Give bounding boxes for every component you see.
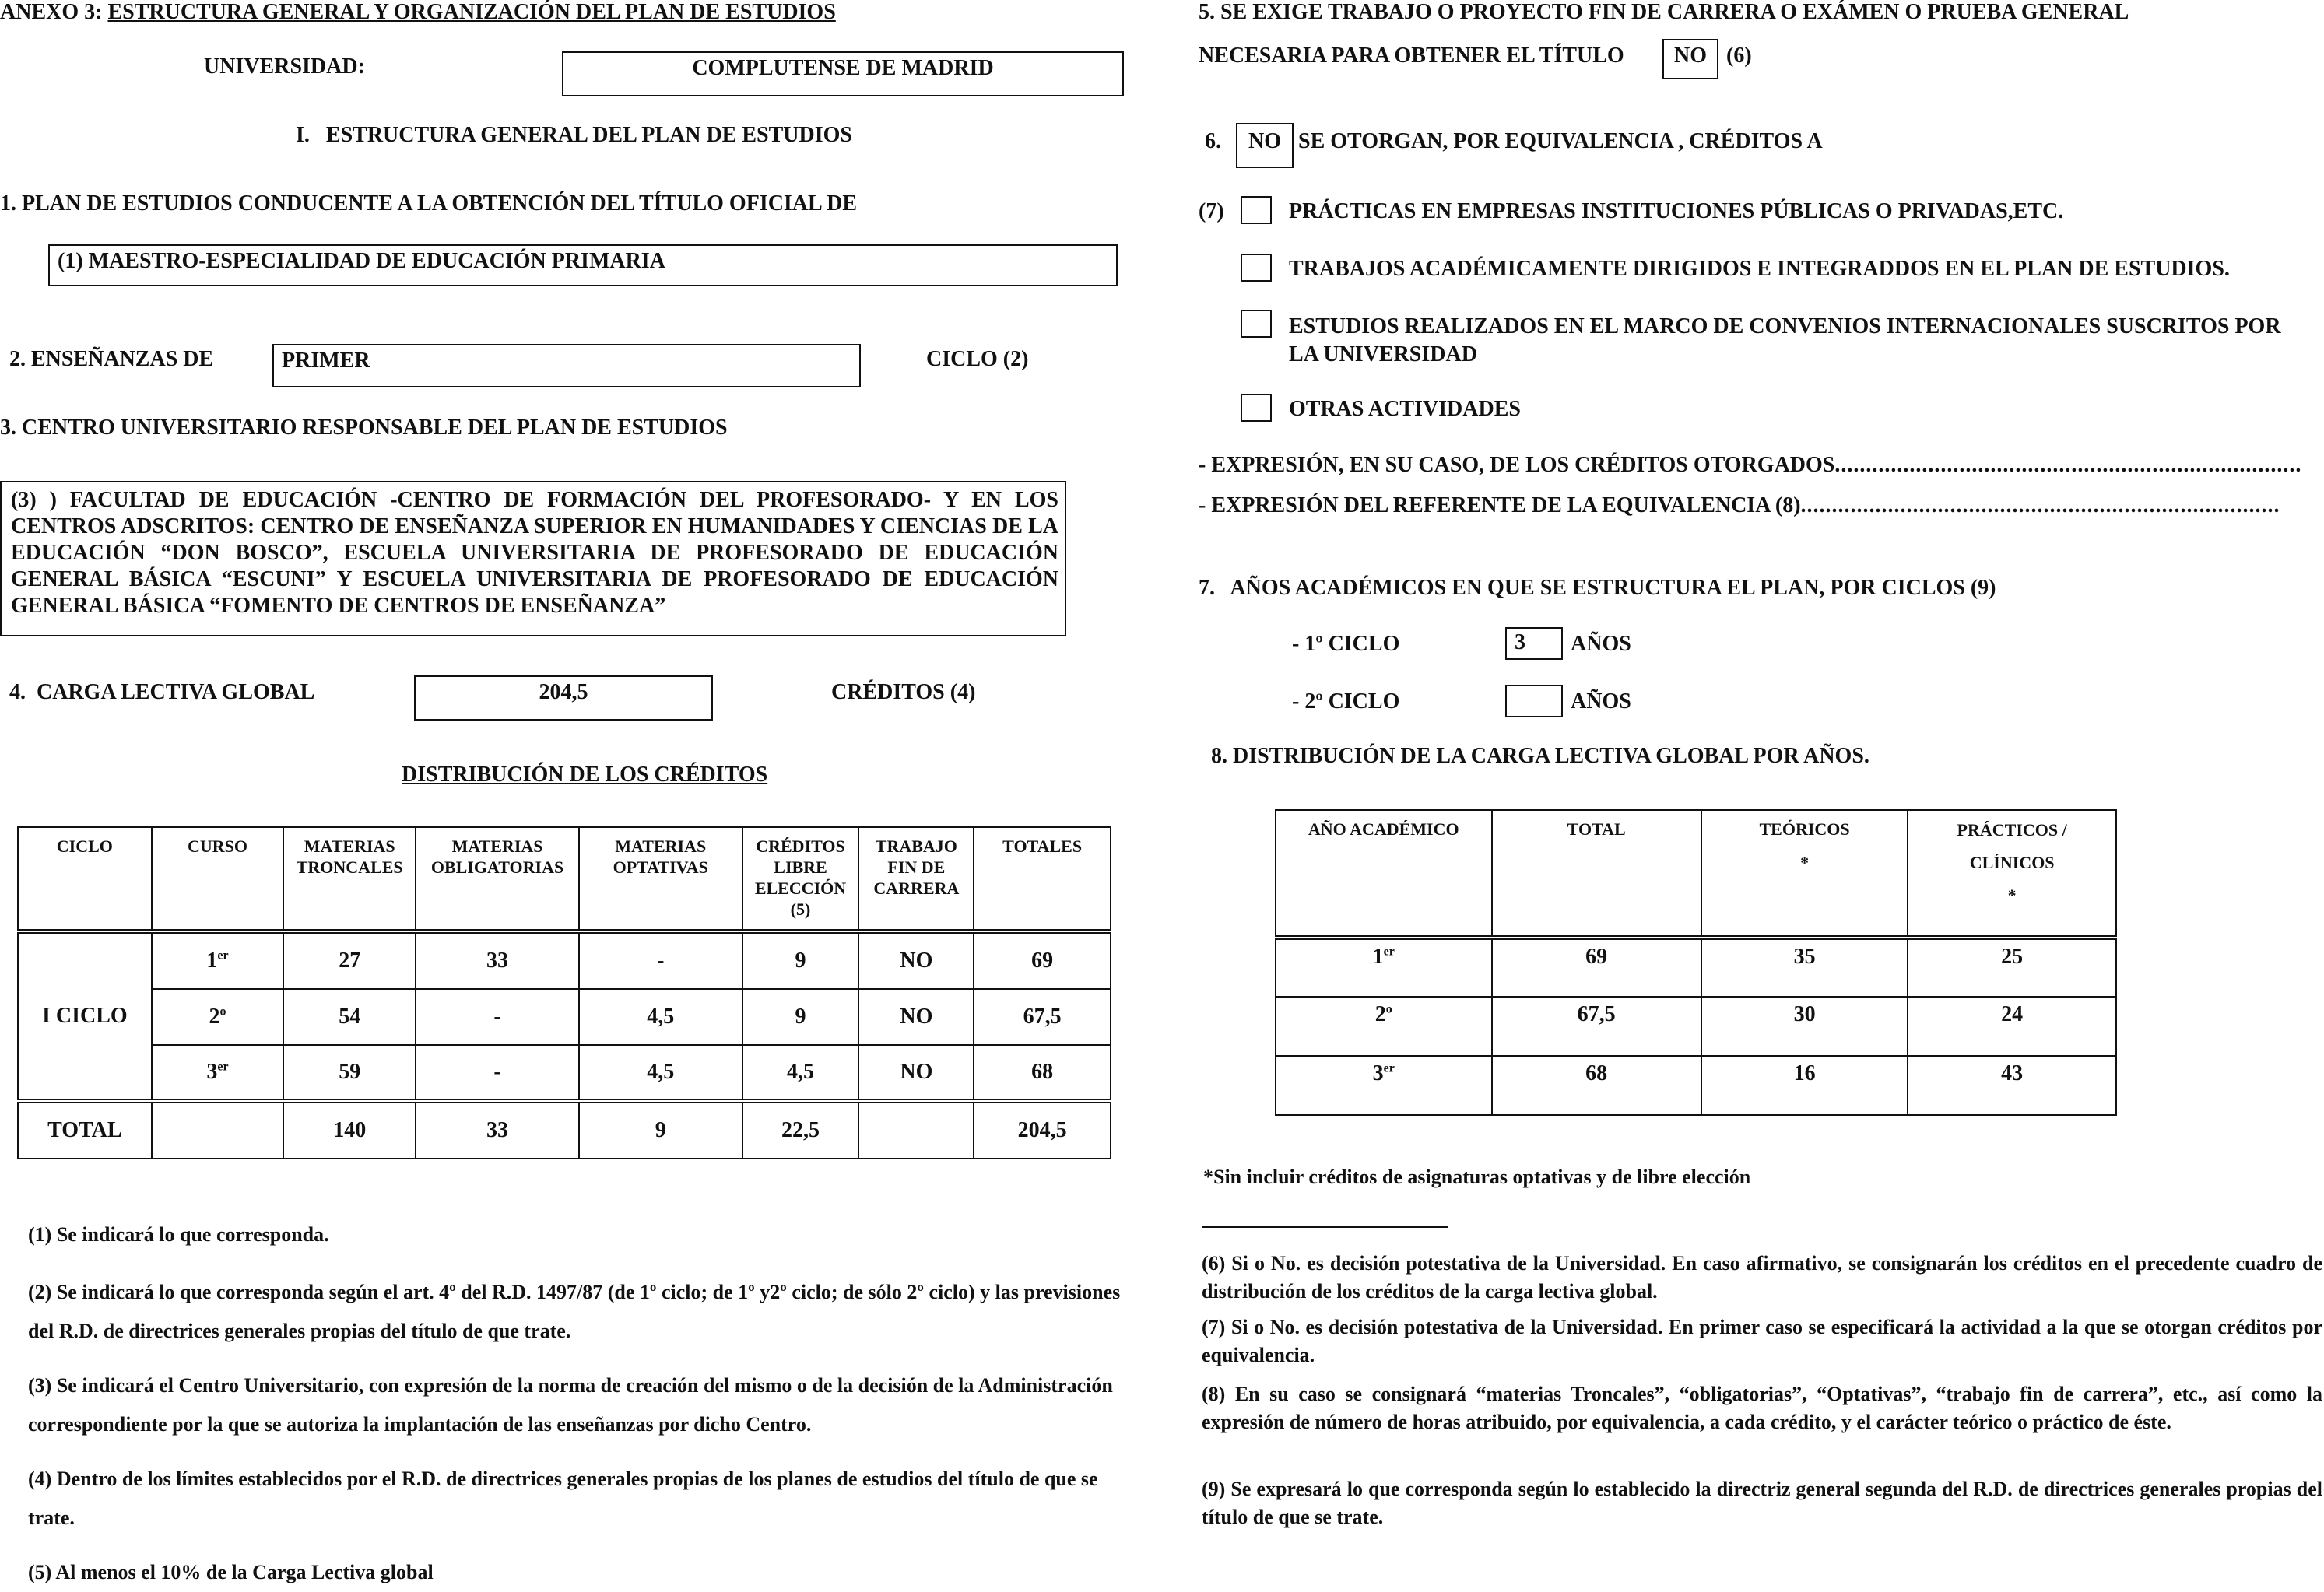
expr-equivalencia-dots: ............................................................................. <box>1800 493 2280 517</box>
cycle2-box <box>1505 685 1563 717</box>
teoricos-cell: 30 <box>1701 997 1908 1056</box>
header-ano: AÑO ACADÉMICO <box>1276 810 1492 938</box>
obligatorias-cell: - <box>416 989 579 1045</box>
header-total: TOTAL <box>1492 810 1701 938</box>
year-num: 1 <box>1372 945 1384 969</box>
total-totales: 204,5 <box>974 1101 1111 1159</box>
s1-label: 1. PLAN DE ESTUDIOS CONDUCENTE A LA OBTENCIÓN DEL TÍTULO OFICIAL DE <box>0 191 858 216</box>
header-curso: CURSO <box>152 827 284 931</box>
checkbox-otras-label: OTRAS ACTIVIDADES <box>1289 397 1521 421</box>
s4-box <box>414 675 713 721</box>
libre-cell: 4,5 <box>742 1045 859 1101</box>
checkbox-practicas-label: PRÁCTICAS EN EMPRESAS INSTITUCIONES PÚBLICAS O PRIVADAS,ETC. <box>1289 199 2064 223</box>
year-cell <box>1276 1056 1492 1115</box>
s4-label: 4. CARGA LECTIVA GLOBAL <box>9 680 315 704</box>
trabajo-cell: NO <box>858 989 974 1045</box>
university-value: COMPLUTENSE DE MADRID <box>692 56 994 80</box>
year-sup: o <box>1385 1002 1392 1016</box>
credits-table <box>17 826 1111 1159</box>
university-label: UNIVERSIDAD: <box>204 54 365 79</box>
curso-sup: er <box>217 949 229 963</box>
troncales-cell: 59 <box>283 1045 416 1101</box>
obligatorias-cell: - <box>416 1045 579 1101</box>
s7-title: 7. AÑOS ACADÉMICOS EN QUE SE ESTRUCTURA EL PLAN, POR CICLOS (9) <box>1199 576 1996 600</box>
troncales-cell: 54 <box>283 989 416 1045</box>
year-sup: er <box>1383 945 1395 959</box>
section-title: I. ESTRUCTURA GENERAL DEL PLAN DE ESTUDIOS <box>296 123 852 147</box>
header-libre-eleccion: CRÉDITOS LIBRE ELECCIÓN (5) <box>742 827 859 931</box>
year-num: 2 <box>1374 1002 1386 1026</box>
cycle1-value: 3 <box>1515 630 1525 654</box>
s2-suffix: CICLO (2) <box>926 347 1029 371</box>
years-table <box>1275 809 2117 1116</box>
teoricos-label: TEÓRICOS <box>1759 819 1850 839</box>
expr-creditos <box>1199 453 2301 478</box>
s6-text: SE OTORGAN, POR EQUIVALENCIA , CRÉDITOS A <box>1298 129 1823 153</box>
cycle-cell: I CICLO <box>18 931 152 1101</box>
s8-title: 8. DISTRIBUCIÓN DE LA CARGA LECTIVA GLOBAL POR AÑOS. <box>1211 744 1869 768</box>
totales-cell: 69 <box>974 931 1111 989</box>
s1-value: (1) MAESTRO-ESPECIALIDAD DE EDUCACIÓN PRIMARIA <box>58 249 665 273</box>
table-row <box>18 989 1111 1045</box>
curso-cell <box>152 1045 284 1101</box>
credits-header-row <box>18 827 1111 931</box>
total-cell: 69 <box>1492 938 1701 997</box>
totales-cell: 68 <box>974 1045 1111 1101</box>
cycle1-label: - 1º CICLO <box>1292 632 1400 656</box>
checkbox-otras[interactable] <box>1241 394 1272 422</box>
year-cell <box>1276 938 1492 997</box>
table-row <box>1276 997 2116 1056</box>
libre-cell: 9 <box>742 989 859 1045</box>
expr-creditos-dots: ........................................................................... <box>1834 453 2302 477</box>
year-sup: er <box>1383 1061 1395 1075</box>
distribution-title: DISTRIBUCIÓN DE LOS CRÉDITOS <box>402 763 768 787</box>
year-cell <box>1276 997 1492 1056</box>
checkbox-practicas[interactable] <box>1241 196 1272 224</box>
university-box <box>562 51 1124 96</box>
practicos-cell: 25 <box>1908 938 2116 997</box>
s1-box <box>48 244 1118 286</box>
totales-cell: 67,5 <box>974 989 1111 1045</box>
header-totales: TOTALES <box>974 827 1111 931</box>
total-troncales: 140 <box>283 1101 416 1159</box>
total-optativas: 9 <box>579 1101 742 1159</box>
annex-title: ESTRUCTURA GENERAL Y ORGANIZACIÓN DEL PLAN DE ESTUDIOS <box>107 0 836 24</box>
s6-box <box>1236 123 1294 168</box>
annex-prefix: ANEXO 3: <box>0 0 108 24</box>
practicos-star: * <box>2007 885 2017 905</box>
cycle2-years: AÑOS <box>1571 689 1631 714</box>
libre-cell: 9 <box>742 931 859 989</box>
header-trabajo: TRABAJO FIN DE CARRERA <box>858 827 974 931</box>
header-troncales: MATERIAS TRONCALES <box>283 827 416 931</box>
curso-num: 2 <box>209 1005 220 1029</box>
footnote-divider <box>1202 1226 1448 1228</box>
total-cell: 67,5 <box>1492 997 1701 1056</box>
total-obligatorias: 33 <box>416 1101 579 1159</box>
s5-suffix: (6) <box>1726 44 1752 68</box>
header-practicos <box>1908 810 2116 938</box>
checkbox-trabajos-label: TRABAJOS ACADÉMICAMENTE DIRIGIDOS E INTEGRADDOS EN EL PLAN DE ESTUDIOS. <box>1289 257 2230 281</box>
curso-num: 3 <box>206 1060 218 1084</box>
annex-heading <box>0 0 836 25</box>
optativas-cell: 4,5 <box>579 989 742 1045</box>
footnote-6: (6) Si o No. es decisión potestativa de la Universidad. En caso afirmativo, se consignarán los créditos en el precedente cuadro de distribución de los créditos de la carga lectiva global. <box>1202 1252 2322 1303</box>
total-cell: 68 <box>1492 1056 1701 1115</box>
footnote-9: (9) Se expresará lo que corresponda según lo establecido la directriz general segunda del R.D. de directrices generales propias del título de que se trate. <box>1202 1478 2322 1528</box>
curso-sup: o <box>219 1005 226 1019</box>
optativas-cell: 4,5 <box>579 1045 742 1101</box>
teoricos-cell: 16 <box>1701 1056 1908 1115</box>
s7-marker: (7) <box>1199 199 1224 223</box>
footnote-7: (7) Si o No. es decisión potestativa de la Universidad. En primer caso se especificará la actividad a la que se otorgan créditos por equivalencia. <box>1202 1316 2322 1366</box>
header-teoricos <box>1701 810 1908 938</box>
cycle1-box <box>1505 627 1563 660</box>
curso-cell <box>152 989 284 1045</box>
s5-line1: 5. SE EXIGE TRABAJO O PROYECTO FIN DE CARRERA O EXÁMEN O PRUEBA GENERAL <box>1199 0 2129 24</box>
note-4: (4) Dentro de los límites establecidos por el R.D. de directrices generales propias de los planes de estudios del título de que se trate. <box>28 1468 1098 1529</box>
table-row <box>1276 938 2116 997</box>
table-row <box>18 1045 1111 1101</box>
expr-equivalencia-label: - EXPRESIÓN DEL REFERENTE DE LA EQUIVALENCIA (8) <box>1199 493 1801 517</box>
expr-creditos-label: - EXPRESIÓN, EN SU CASO, DE LOS CRÉDITOS OTORGADOS <box>1199 453 1835 477</box>
s6-value: NO <box>1248 129 1281 153</box>
year-num: 3 <box>1372 1061 1384 1085</box>
table-row <box>18 931 1111 989</box>
s3-value: (3) ) FACULTAD DE EDUCACIÓN -CENTRO DE FORMACIÓN DEL PROFESORADO- Y EN LOS CENTROS ADSCRITOS: CENTRO DE ENSEÑANZA SUPERIOR EN HUMANIDADES Y CIENCIAS DE LA EDUCACIÓN “DON BOSCO”, ESCUELA UNIVERSITARIA DE PROFESORADO DE EDUCACIÓN GENERAL BÁSICA “ESCUNI” Y ESCUELA UNIVERSITARIA DE PROFESORADO DE EDUCACIÓN GENERAL BÁSICA “FOMENTO DE CENTROS DE ENSEÑANZA” <box>11 488 1058 618</box>
total-label: TOTAL <box>18 1101 152 1159</box>
header-optativas: MATERIAS OPTATIVAS <box>579 827 742 931</box>
s2-value: PRIMER <box>282 349 370 373</box>
trabajo-cell: NO <box>858 931 974 989</box>
note-2: (2) Se indicará lo que corresponda según el art. 4º del R.D. 1497/87 (de 1º ciclo; de 1º y2º ciclo; de sólo 2º ciclo) y las previsiones del R.D. de directrices generales propias del título de que trate. <box>28 1281 1121 1342</box>
header-obligatorias: MATERIAS OBLIGATORIAS <box>416 827 579 931</box>
s4-suffix: CRÉDITOS (4) <box>831 680 976 704</box>
s4-value: 204,5 <box>539 680 588 704</box>
note-5: (5) Al menos el 10% de la Carga Lectiva global <box>28 1561 434 1583</box>
footnote-8: (8) En su caso se consignará “materias Troncales”, “obligatorias”, “Optativas”, “trabajo fin de carrera”, etc., así como la expresión de número de horas atribuido, por equivalencia, a cada crédito, y el carácter teórico o práctico de éste. <box>1202 1383 2322 1433</box>
curso-cell <box>152 931 284 989</box>
s2-label: 2. ENSEÑANZAS DE <box>9 347 214 371</box>
practicos-label: PRÁCTICOS / CLÍNICOS <box>1957 820 2067 872</box>
checkbox-estudios[interactable] <box>1241 310 1272 338</box>
star-footnote: *Sin incluir créditos de asignaturas optativas y de libre elección <box>1203 1166 1751 1188</box>
table-row <box>1276 1056 2116 1115</box>
cycle1-years: AÑOS <box>1571 632 1631 656</box>
s5-box <box>1662 39 1718 79</box>
troncales-cell: 27 <box>283 931 416 989</box>
cycle2-label: - 2º CICLO <box>1292 689 1400 714</box>
years-header-row <box>1276 810 2116 938</box>
s3-label: 3. CENTRO UNIVERSITARIO RESPONSABLE DEL PLAN DE ESTUDIOS <box>0 416 728 440</box>
curso-sup: er <box>217 1060 229 1074</box>
total-curso <box>152 1101 284 1159</box>
expr-equivalencia <box>1199 493 2280 518</box>
s3-box <box>0 481 1066 636</box>
note-1: (1) Se indicará lo que corresponda. <box>28 1223 329 1246</box>
note-3: (3) Se indicará el Centro Universitario, con expresión de la norma de creación del mismo o de la decisión de la Administración correspondiente por la que se autoriza la implantación de las enseñanzas por dicho Centro. <box>28 1374 1113 1436</box>
total-libre: 22,5 <box>742 1101 859 1159</box>
practicos-cell: 43 <box>1908 1056 2116 1115</box>
s5-line2: NECESARIA PARA OBTENER EL TÍTULO <box>1199 44 1624 68</box>
total-trabajo <box>858 1101 974 1159</box>
teoricos-cell: 35 <box>1701 938 1908 997</box>
header-ciclo: CICLO <box>18 827 152 931</box>
trabajo-cell: NO <box>858 1045 974 1101</box>
total-row <box>18 1101 1111 1159</box>
s6-prefix: 6. <box>1205 129 1221 153</box>
checkbox-estudios-label: ESTUDIOS REALIZADOS EN EL MARCO DE CONVENIOS INTERNACIONALES SUSCRITOS POR LA UNIVERSIDAD <box>1289 314 2281 366</box>
s5-value: NO <box>1674 44 1707 68</box>
obligatorias-cell: 33 <box>416 931 579 989</box>
s2-box <box>272 344 861 387</box>
curso-num: 1 <box>206 949 218 973</box>
checkbox-trabajos[interactable] <box>1241 254 1272 282</box>
teoricos-star: * <box>1800 853 1810 872</box>
optativas-cell: - <box>579 931 742 989</box>
practicos-cell: 24 <box>1908 997 2116 1056</box>
